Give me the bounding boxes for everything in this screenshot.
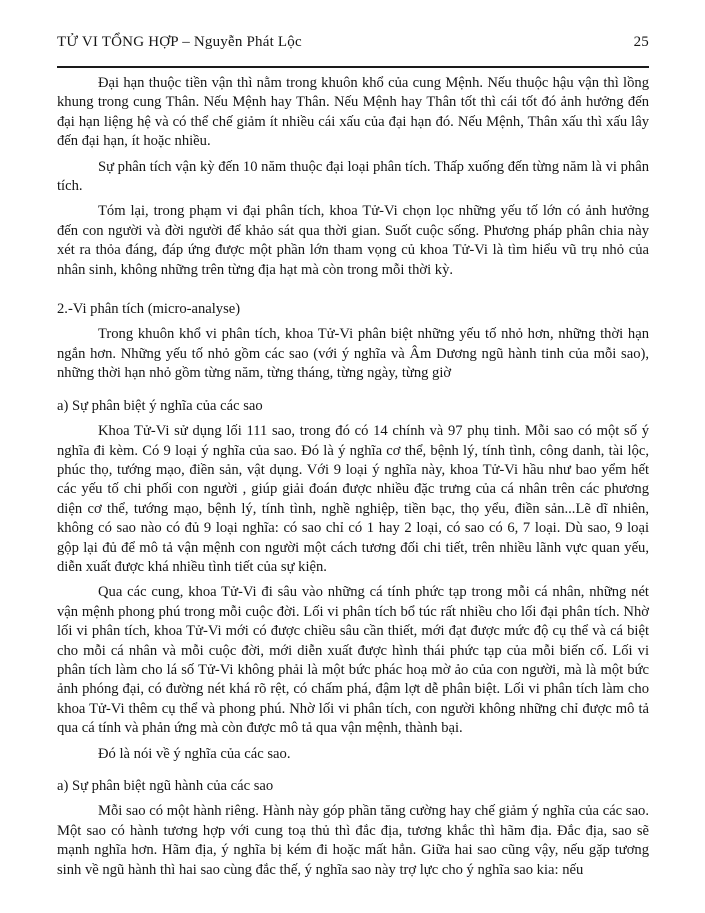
paragraph-qua-cac-cung: Qua các cung, khoa Tử-Vi đi sâu vào những cá tính phức tạp trong mỗi cá nhân, những nét vận mệnh phong phú trong mỗi cuộc đời. Lối vi phân tích bổ túc rất nhiều cho lối đại phân tích. Nhờ lối vi phân tích, khoa Tử-Vi mới có được chiều sâu cần thiết, mới đạt được mức độ cụ thể và cá biệt cho mỗi cá nhân và mỗi cuộc đời, mới diễn xuất được hình thái phức tạp của mỗi biến cố. Lối vi phân tích làm cho lá số Tử-Vi không phải là một bức phác hoạ mờ ảo của con người, mà là một bức ảnh phóng đại, có đường nét khá rõ rệt, có chấm phá, đậm lợt dễ phân biệt. Lối vi phân tích làm cho khoa Tử-Vi thêm cụ thể và phong phú. Nhờ lối vi phân tích, con người không những chỉ được mô tả qua cá tính và phản ứng mà còn được mô tả qua vận mệnh, thành bại.: [57, 584, 649, 737]
paragraph-trong-khuon-kho: Trong khuôn khổ vi phân tích, khoa Tử-Vi phân biệt những yếu tố nhỏ hơn, những thời hạn ngắn hơn. Những yếu tố nhỏ gồm các sao (với ý nghĩa và Âm Dương ngũ hành tinh của mỗi sao), những thời hạn nhỏ gồm từng năm, từng tháng, từng ngày, từng giờ: [57, 326, 649, 382]
book-title: TỬ VI TỔNG HỢP – Nguyễn Phát Lộc: [57, 34, 302, 50]
paragraph-moi-sao-co-mot-hanh: Mỗi sao có một hành riêng. Hành này góp phần tăng cường hay chế giảm ý nghĩa của các sao. Một sao có hành tương hợp với cung toạ thủ thì đắc địa, tương khắc thì hãm địa. Đắc địa, sao sẽ mạnh nghĩa hơn. Hãm địa, ý nghĩa bị kém đi hoặc mất hẳn. Giữa hai sao cũng vậy, nếu gặp tương sinh về ngũ hành thì hai sao cùng đắc thế, ý nghĩa sao này trợ lực cho ý nghĩa sao kia: nếu: [57, 803, 649, 878]
page-body: [57, 74, 649, 880]
section-heading-vi-phan-tich: 2.-Vi phân tích (micro-analyse): [57, 301, 241, 318]
paragraph-dai-han: Đại hạn thuộc tiền vận thì nằm trong khuôn khổ của cung Mệnh. Nếu thuộc hậu vận thì lồng khung trong cung Thân. Nếu Mệnh hay Thân. Nếu Mệnh hay Thân tốt thì cái tốt đó ảnh hưởng đến đại hạn liệng hệ và có thể chế giảm ít nhiều cái xấu của đại hạn đó. Nếu Mệnh, Thân xấu thì xấu lây đến đại hạn, ít hoặc nhiều.: [57, 75, 649, 150]
paragraph-su-phan-tich: Sự phân tích vận kỳ đến 10 năm thuộc đại loại phân tích. Thấp xuống đến từng năm là vi phân tích.: [57, 158, 649, 195]
page-number: 25: [633, 34, 649, 50]
subsection-heading-y-nghia: a) Sự phân biệt ý nghĩa của các sao: [57, 397, 263, 414]
paragraph-khoa-tu-vi-111-sao: Khoa Tử-Vi sử dụng lối 111 sao, trong đó có 14 chính và 97 phụ tinh. Mỗi sao có một số ý nghĩa đi kèm. Có 9 loại ý nghĩa của sao. Đó là ý nghĩa cơ thể, bệnh lý, tính tình, công danh, tài lộc, phúc thọ, tướng mạo, điền sản, vật dụng. Với 9 loại ý nghĩa này, khoa Tử-Vi hầu như bao yểm hết các yếu tố chi phối con người , giúp giải đoán được nhiều đặc trưng của cá nhân trên các phương diện cơ thể, tướng mạo, bệnh lý, tính tình, nghề nghiệp, tiền bạc, thọ yểu, điền sản...Lẽ dĩ nhiên, không có sao nào có đủ 9 loại nghĩa: có sao chỉ có 1 hay 2 loại, có sao có 6, 7 loại. Dù sao, 9 loại gộp lại đủ để mô tả vận mệnh con người một cách tương đối chi tiết, trên nhiều lãnh vực quan yếu, diễn xuất được khá nhiều tình tiết của sự kiện.: [57, 423, 649, 575]
subsection-heading-ngu-hanh: a) Sự phân biệt ngũ hành của các sao: [57, 778, 274, 794]
paragraph-do-la-noi-ve: Đó là nói về ý nghĩa của các sao.: [98, 745, 291, 762]
paragraph-tom-lai: Tóm lại, trong phạm vi đại phân tích, khoa Tử-Vi chọn lọc những yếu tố lớn có ảnh hưởng đến con người và đời người để khảo sát qua thời gian. Suốt cuộc sống. Phương pháp phân chia này xét ra thỏa đáng, đáp ứng được một phần lớn tham vọng củ khoa Tử-Vi là tìm hiểu vũ trụ nhỏ của nhân sinh, không những trên từng địa hạt mà còn trong mỗi thời kỳ.: [57, 203, 649, 278]
header-rule: [57, 66, 649, 68]
running-header: [57, 34, 649, 51]
